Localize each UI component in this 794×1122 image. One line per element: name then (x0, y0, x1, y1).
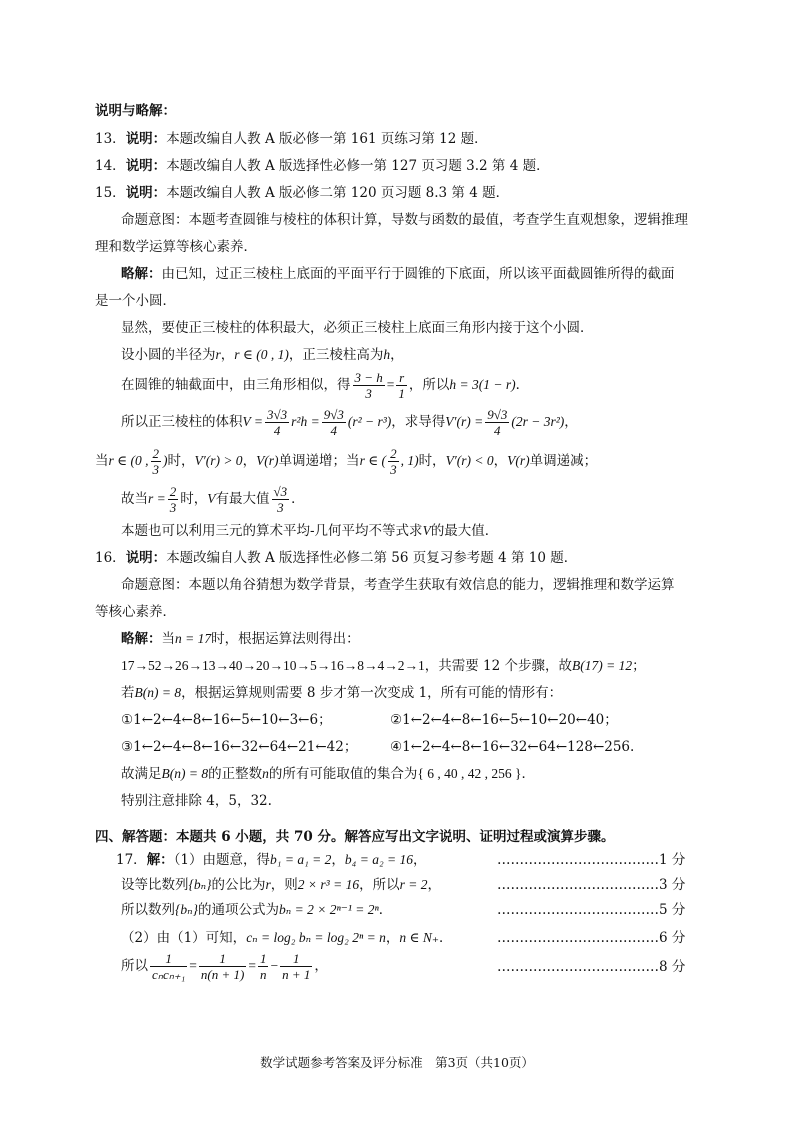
q15-sol-7h: 单调递增；当 (278, 453, 360, 469)
q16-sol-1a: 当 (161, 631, 175, 647)
q17-frac-1-num: 1 (150, 951, 187, 967)
q17-frac-1-den: cₙcₙ₊₁ (152, 967, 186, 982)
q17-l1a: （1）由题意，得 (173, 852, 271, 868)
q15-sol-7e: V′(r) > 0 (194, 453, 243, 468)
q17-frac-2-den: n(n + 1) (200, 967, 245, 982)
q15-sol-5 (121, 368, 529, 402)
q15-frac-7-num: 2 (390, 446, 397, 461)
q15-sol-9a: 本题也可以利用三元的算术平均-几何平均不等式求 (121, 523, 423, 539)
q13-label: 说明： (125, 131, 167, 147)
q15-sol-3: 显然，要使正三棱柱的体积最大，必须正三棱柱上底面三角形内接于这个小圆． (121, 320, 594, 336)
q17-line-4 (121, 928, 452, 948)
q15-sol-5b: ，所以 (408, 377, 450, 393)
q16-sol-4b: B(n) = 8 (161, 766, 209, 781)
q15-frac-8-den: 3 (169, 500, 177, 515)
q15-frac-3-num: 3√3 (267, 407, 288, 422)
q17-l4c: ， (385, 930, 400, 946)
q15-sol-4b: r (215, 347, 221, 362)
q14-text: 本题改编自人教 A 版选择性必修一第 127 页习题 3.2 第 4 题． (166, 158, 550, 174)
q16-line (95, 548, 577, 568)
q16-sol-4 (121, 764, 535, 784)
q15-frac-4 (322, 407, 346, 438)
q17-l2h: r = 2 (399, 877, 428, 892)
q16-case-2: ②1←2←4←8←16←5←10←20←40； (390, 712, 618, 728)
q17-frac-4-den: n + 1 (282, 967, 311, 982)
q16-sol-2 (121, 656, 646, 676)
q15-text: 本题改编自人教 A 版必修二第 120 页习题 8.3 第 4 题． (166, 185, 510, 201)
q17-l3c: 的通项公式为 (198, 902, 280, 918)
q16-sol-2d: ； (632, 658, 646, 674)
q13-text: 本题改编自人教 A 版必修一第 161 页练习第 12 题． (166, 131, 488, 147)
q15-frac-1 (353, 370, 385, 401)
q17-frac-4-num: 1 (280, 951, 312, 967)
q15-frac-1-num: 3 − h (354, 370, 383, 385)
q17-l5a: 所以 (121, 958, 148, 974)
page-footer: 数学试题参考答案及评分标准 第3页（共10页） (260, 1055, 534, 1070)
q15-frac-8 (168, 484, 179, 515)
q15-sol-6f: V′(r) = (445, 414, 484, 429)
q15-sol-4a: 设小圆的半径为 (121, 347, 216, 363)
q17-frac-3-num: 1 (259, 951, 267, 966)
q15-sol-7f: ， (242, 453, 257, 469)
q15-frac-5-num: 9√3 (487, 407, 508, 422)
q13-number: 13． (95, 131, 126, 147)
q15-sol-label: 略解： (121, 266, 162, 282)
q15-sol-6b: V = (242, 414, 263, 429)
dots-5: ……………………………… (497, 959, 659, 975)
q15-eq: = (386, 377, 395, 392)
q17-l4e: ． (438, 930, 453, 946)
q15-sol-8 (121, 482, 305, 516)
part4-heading: 四、解答题：本题共 6 小题，共 70 分。解答应写出文字说明、证明过程或演算步骤。 (95, 829, 615, 845)
q15-frac-5-den: 4 (494, 423, 501, 438)
q16-intent-1: 命题意图：本题以角谷猜想为数学背景，考查学生获取有效信息的能力，逻辑推理和数学运算 (121, 577, 675, 593)
q17-line-5 (121, 949, 328, 983)
q15-sol-2: 是一个小圆． (95, 293, 176, 309)
q15-sol-4f: h (383, 347, 391, 362)
q15-frac-1-den: 3 (365, 386, 372, 401)
q15-sol-1-text: 由已知，过正三棱柱上底面的平面平行于圆锥的下底面，所以该平面截圆锥所得的截面 (161, 266, 675, 282)
q15-frac-3-den: 4 (273, 423, 281, 438)
q17-l2i: ， (427, 877, 441, 893)
q15-frac-2-num: r (396, 370, 407, 386)
q15-sol-5d: ． (515, 377, 530, 393)
q17-l4b: cₙ = log₂ bₙ = log₂ 2ⁿ = n (246, 930, 386, 945)
q15-sol-8c: 时， (180, 491, 208, 507)
q16-sol-2b: ，共需要 12 个步骤，故 (424, 658, 573, 674)
notes-heading: 说明与略解： (95, 103, 176, 119)
q16-text: 本题改编自人教 A 版选择性必修二第 56 页复习参考题 4 第 10 题． (166, 550, 578, 566)
q16-sol-4d: n (262, 766, 269, 781)
q15-sol-5c: h = 3(1 − r) (449, 377, 516, 392)
q16-case-3: ③1←2←4←8←16←32←64←21←42； (121, 739, 358, 755)
q15-sol-6d: (r² − r³) (347, 414, 392, 429)
q15-frac-4-den: 4 (330, 423, 337, 438)
q13-line (95, 129, 488, 149)
q17-minus: − (270, 958, 279, 973)
dots-4: ……………………………… (497, 930, 659, 946)
q17-l4a: （2）由（1）可知， (121, 930, 247, 946)
q15-sol-7j: , 1) (400, 453, 419, 468)
q16-sol-4e: 的所有可能取值的集合为 (268, 766, 418, 782)
q15-sol-7b: r ∈ (0 , (108, 453, 149, 468)
q15-sol-4e: ，正三棱柱高为 (288, 347, 384, 363)
q17-l1b: b₁ = a₁ = 2 (270, 852, 332, 867)
q15-frac-9-num: √3 (273, 484, 288, 499)
q15-sol-5a: 在圆锥的轴截面中，由三角形相似，得 (121, 377, 351, 393)
q15-sol-7l: V′(r) < 0 (445, 453, 494, 468)
q16-sol-1c: 时，根据运算法则得出： (211, 631, 360, 647)
q16-sol-3a: 若 (121, 685, 135, 701)
q16-intent-2: 等核心素养． (95, 604, 176, 620)
q17-l2a: 设等比数列 (121, 877, 189, 893)
q16-sol-1b: n = 17 (175, 631, 212, 646)
dots-1: ……………………………… (497, 852, 659, 868)
q17-l3b: {bₙ} (175, 902, 199, 917)
q15-sol-8e: 有最大值 (215, 491, 270, 507)
q16-sol-4a: 故满足 (121, 766, 162, 782)
q16-sol-2c: B(17) = 12 (572, 658, 633, 673)
q15-sol-7c: ) (163, 453, 168, 468)
q17-l2c: 的公比为 (211, 877, 266, 893)
q15-number: 15． (95, 185, 126, 201)
score-line-2 (497, 875, 685, 895)
q15-frac-4-num: 9√3 (323, 407, 344, 422)
q17-label: 解： (146, 852, 174, 868)
q15-sol-1 (121, 264, 675, 284)
q15-frac-6 (151, 446, 162, 477)
score-line-1 (497, 850, 685, 870)
q15-frac-2-den: 1 (398, 386, 405, 401)
q17-frac-1 (150, 951, 187, 982)
q15-sol-9b: V (422, 523, 431, 538)
q15-sol-6g: (2r − 3r²) (511, 414, 565, 429)
q17-number: 17． (116, 852, 147, 868)
q17-eq-2: = (248, 958, 256, 973)
q17-frac-3-den: n (259, 967, 267, 982)
q15-sol-8f: ． (291, 491, 305, 507)
score-2: 3 分 (659, 877, 686, 893)
q17-l1e: ， (413, 852, 427, 868)
q15-intent-1: 命题意图：本题考查圆锥与棱柱的体积计算，导数与函数的最值，考查学生直观想象，逻辑推理 (121, 212, 688, 228)
q15-frac-5 (485, 407, 509, 438)
q15-frac-3 (265, 407, 289, 438)
q15-sol-6e: ，求导得 (391, 414, 446, 430)
q16-sol-4c: 的正整数 (208, 766, 263, 782)
q14-number: 14． (95, 158, 126, 174)
q17-l5b: ， (314, 958, 328, 974)
q15-sol-4c: ， (220, 347, 235, 363)
q17-l3e: ． (378, 902, 393, 918)
q16-sol-5: 特别注意排除 4，5，32. (121, 793, 272, 809)
q16-sol-1 (121, 629, 360, 649)
q15-sol-7d: 时， (167, 453, 195, 469)
q16-sol-3b: B(n) = 8 (134, 685, 182, 700)
q16-sol-3 (121, 683, 562, 703)
q17-l2g: ，所以 (359, 877, 400, 893)
q15-sol-6h: ， (564, 414, 578, 430)
q16-case-4: ④1←2←4←8←16←32←64←128←256. (390, 739, 635, 755)
q15-sol-7k: 时， (418, 453, 446, 469)
q17-l2f: 2 × r³ = 16 (297, 877, 360, 892)
q17-l2d: r (265, 877, 271, 892)
q17-frac-3 (258, 951, 269, 982)
q15-sol-9c: 的最大值． (430, 523, 499, 539)
q16-sol-2a: 17→52→26→13→40→20→10→5→16→8→4→2→1 (121, 658, 425, 673)
q16-sol-3c: ，根据运算规则需要 8 步才第一次变成 1，所有可能的情形有： (181, 685, 563, 701)
q17-l1d: b₄ = a₂ = 16 (344, 852, 413, 867)
q17-eq-1: = (189, 958, 197, 973)
q15-sol-8b: r = (148, 491, 166, 506)
q15-sol-7m: ， (493, 453, 508, 469)
q14-line (95, 156, 550, 176)
q15-sol-6c: r²h = (291, 414, 320, 429)
q15-sol-4g: ， (390, 347, 404, 363)
score-1: 1 分 (659, 852, 686, 868)
q17-l4d: n ∈ N₊ (399, 930, 439, 945)
q15-sol-7g: V(r) (256, 453, 279, 468)
score-line-3 (497, 900, 685, 920)
q15-frac-8-num: 2 (169, 484, 177, 499)
q15-sol-4d: r ∈ (0 , 1) (234, 347, 289, 362)
q15-sol-9 (121, 521, 498, 541)
q15-sol-6a: 所以正三棱柱的体积 (121, 414, 243, 430)
score-5: 8 分 (659, 959, 686, 975)
q17-frac-2-num: 1 (199, 951, 246, 967)
q15-intent-2: 理和数学运算等核心素养． (95, 239, 257, 255)
q17-frac-2 (199, 951, 246, 982)
score-4: 6 分 (659, 930, 686, 946)
q15-sol-7o: 单调递减； (529, 453, 598, 469)
dots-2: ……………………………… (497, 877, 659, 893)
q17-line-2 (121, 875, 441, 895)
q17-l2e: ，则 (270, 877, 298, 893)
q17-line-3 (121, 900, 392, 920)
q15-frac-7 (388, 446, 399, 477)
q15-sol-4 (121, 345, 404, 365)
q15-line (95, 183, 509, 203)
q15-frac-9 (272, 484, 290, 515)
q15-frac-2 (396, 370, 407, 401)
q17-frac-4 (280, 951, 312, 982)
q15-frac-9-den: 3 (277, 500, 284, 515)
q15-sol-7 (95, 444, 597, 478)
q15-sol-8d: V (207, 491, 216, 506)
q15-sol-7n: V(r) (507, 453, 530, 468)
q14-label: 说明： (125, 158, 167, 174)
q15-sol-6 (121, 405, 578, 439)
q16-label: 说明： (125, 550, 167, 566)
q15-frac-7-den: 3 (390, 462, 397, 477)
score-line-5 (497, 957, 685, 977)
q16-number: 16． (95, 550, 126, 566)
q15-sol-7a: 当 (95, 453, 109, 469)
q16-sol-label: 略解： (121, 631, 162, 647)
q16-case-1: ①1←2←4←8←16←5←10←3←6； (121, 712, 332, 728)
score-line-4 (497, 928, 685, 948)
q17-line-1 (116, 850, 427, 870)
q15-frac-6-den: 3 (152, 462, 159, 477)
q15-label: 说明： (125, 185, 167, 201)
q15-frac-6-num: 2 (152, 446, 159, 461)
dots-3: ……………………………… (497, 902, 659, 918)
q15-sol-7i: r ∈ ( (359, 453, 387, 468)
q17-l3a: 所以数列 (121, 902, 175, 918)
q17-l2b: {bₙ} (188, 877, 212, 892)
q16-sol-4f: { 6 , 40 , 42 , 256 } (417, 766, 522, 781)
q17-l3d: bₙ = 2 × 2ⁿ⁻¹ = 2ⁿ (279, 902, 379, 917)
q15-sol-8a: 故当 (121, 491, 148, 507)
q16-sol-4g: ． (521, 766, 535, 782)
q17-l1c: ， (331, 852, 345, 868)
score-3: 5 分 (659, 902, 686, 918)
